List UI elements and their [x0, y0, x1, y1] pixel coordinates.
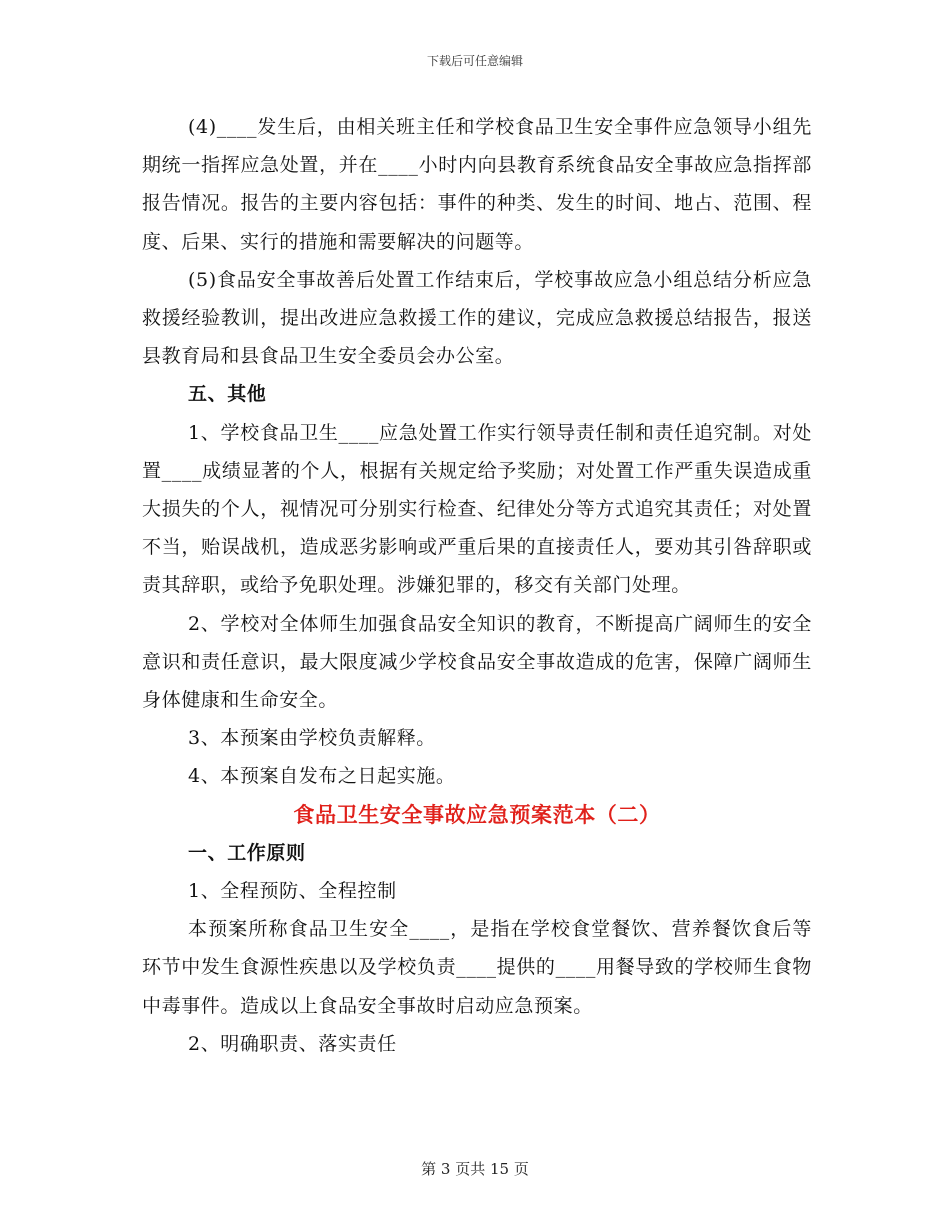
other-item-1: 1、学校食品卫生____应急处置工作实行领导责任制和责任追究制。对处置____成绩显著的个人，根据有关规定给予奖励；对处置工作严重失误造成重大损失的个人，视情况可分别实行检查、纪律处分等方式追究其责任；对处置不当，贻误战机，造成恶劣影响或严重后果的直接责任人，要劝其引咎辞职或责其辞职，或给予免职处理。涉嫌犯罪的，移交有关部门处理。: [142, 421, 812, 597]
principle-2-title: 2、明确职责、落实责任: [188, 1032, 397, 1055]
section-heading-other: 五、其他: [188, 383, 267, 406]
page-footer: 第 3 页共 15 页: [421, 1160, 529, 1178]
principle-1-title: 1、全程预防、全程控制: [188, 880, 397, 903]
other-item-3: 3、本预案由学校负责解释。: [188, 727, 436, 750]
section-heading-principles: 一、工作原则: [188, 841, 306, 864]
other-item-4: 4、本预案自发布之日起实施。: [188, 765, 456, 788]
other-item-2: 2、学校对全体师生加强食品安全知识的教育，不断提高广阔师生的安全意识和责任意识，最大限度减少学校食品安全事故造成的危害，保障广阔师生身体健康和生命安全。: [142, 612, 812, 712]
paragraph-5: (5)食品安全事故善后处置工作结束后，学校事故应急小组总结分析应急救援经验教训，提出改进应急救援工作的建议，完成应急救援总结报告，报送县教育局和县食品卫生安全委员会办公室。: [142, 268, 812, 368]
document-body: [142, 108, 812, 1063]
page-header: 下载后可任意编辑: [426, 54, 523, 68]
principle-1-body: 本预案所称食品卫生安全____，是指在学校食堂餐饮、营养餐饮食后等环节中发生食源性疾患以及学校负责____提供的____用餐导致的学校师生食物中毒事件。造成以上食品安全事故时启动应急预案。: [142, 918, 812, 1017]
paragraph-4: (4)____发生后，由相关班主任和学校食品卫生安全事件应急领导小组先期统一指挥应急处置，并在____小时内向县教育系统食品安全事故应急指挥部报告情况。报告的主要内容包括：事件的种类、发生的时间、地占、范围、程度、后果、实行的措施和需要解决的问题等。: [142, 116, 812, 253]
document-title-2: 食品卫生安全事故应急预案范本（二）: [293, 801, 661, 827]
